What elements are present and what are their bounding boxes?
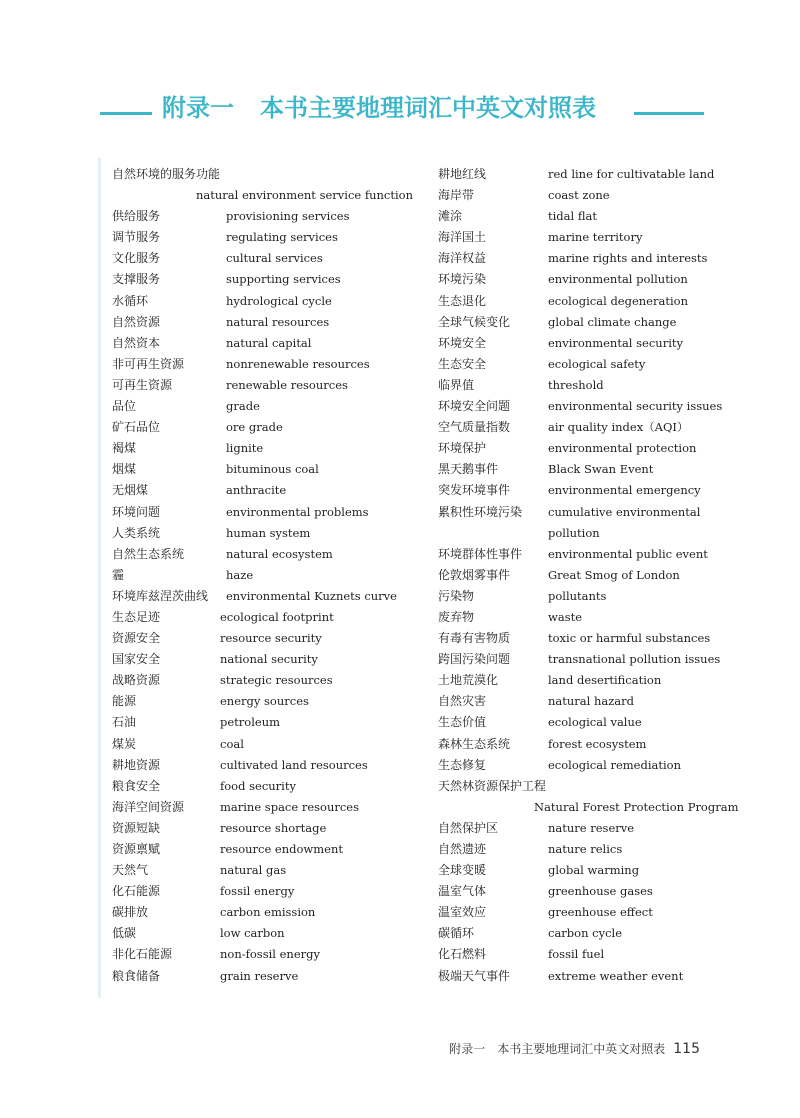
term-english: carbon emission — [220, 905, 316, 920]
term-chinese: 化石燃料 — [438, 947, 487, 962]
glossary-entry — [438, 586, 738, 607]
footer-part: 附录一 — [449, 1042, 486, 1056]
glossary-entry — [112, 354, 422, 375]
term-chinese: 可再生资源 — [112, 377, 173, 392]
term-chinese: 环境保护 — [438, 441, 487, 456]
term-english: waste — [548, 609, 583, 624]
term-english: ecological degeneration — [548, 293, 688, 308]
term-chinese: 跨国污染问题 — [438, 652, 511, 667]
term-english: tidal flat — [548, 209, 597, 224]
glossary-entry — [112, 839, 422, 860]
term-english: red line for cultivatable land — [548, 167, 715, 181]
term-chinese: 耕地资源 — [112, 757, 161, 772]
term-english: coal — [220, 736, 244, 751]
term-chinese: 粮食储备 — [112, 968, 161, 983]
glossary-entry — [438, 776, 738, 797]
term-english: toxic or harmful substances — [548, 631, 711, 646]
glossary-entry — [112, 776, 422, 797]
term-chinese: 自然资源 — [112, 314, 161, 329]
glossary-entry — [112, 248, 422, 269]
term-chinese: 天然林资源保护工程 — [438, 778, 547, 793]
term-chinese: 无烟煤 — [112, 483, 149, 498]
glossary-entry — [438, 691, 738, 712]
glossary-entry — [438, 712, 738, 733]
term-english: Natural Forest Protection Program — [534, 799, 739, 814]
glossary-entry — [438, 502, 738, 523]
term-chinese: 天然气 — [112, 863, 149, 878]
glossary-entry — [438, 544, 738, 565]
term-chinese: 矿石品位 — [112, 420, 161, 435]
term-chinese: 滩涂 — [438, 209, 463, 224]
term-english: petroleum — [220, 715, 281, 730]
glossary-entry — [438, 881, 738, 902]
term-chinese: 供给服务 — [112, 209, 161, 224]
term-english: fossil fuel — [548, 947, 605, 962]
term-english: cultivated land resources — [220, 757, 368, 772]
glossary-entry — [112, 755, 422, 776]
term-english: lignite — [226, 441, 264, 456]
term-english: grade — [226, 399, 260, 414]
term-chinese: 环境安全问题 — [438, 399, 511, 414]
term-english: provisioning services — [226, 209, 350, 224]
glossary-entry — [112, 818, 422, 839]
term-chinese: 碳排放 — [112, 905, 149, 920]
glossary-entry — [438, 206, 738, 227]
term-chinese: 能源 — [112, 694, 137, 709]
term-chinese: 海洋权益 — [438, 251, 487, 266]
glossary-entry — [112, 312, 422, 333]
glossary-entry — [112, 881, 422, 902]
term-chinese: 自然资本 — [112, 335, 161, 350]
glossary-entry — [112, 375, 422, 396]
term-english: transnational pollution issues — [548, 652, 721, 667]
glossary-left-column — [112, 164, 422, 987]
page-number: 115 — [673, 1041, 700, 1057]
term-chinese: 资源安全 — [112, 631, 161, 646]
term-english: greenhouse gases — [548, 884, 653, 899]
glossary-entry — [112, 438, 422, 459]
term-english: extreme weather event — [548, 968, 684, 983]
glossary-entry — [438, 333, 738, 354]
glossary-entry — [438, 923, 738, 944]
glossary-entry — [112, 269, 422, 290]
glossary-entry — [438, 438, 738, 459]
term-chinese: 环境群体性事件 — [438, 546, 523, 561]
glossary-entry — [438, 291, 738, 312]
glossary-entry — [438, 227, 738, 248]
term-chinese: 自然保护区 — [438, 820, 499, 835]
glossary-entry — [112, 206, 422, 227]
term-chinese: 临界值 — [438, 377, 475, 392]
glossary-entry — [112, 628, 422, 649]
glossary-entry — [438, 164, 738, 185]
glossary-entry — [112, 902, 422, 923]
term-chinese: 温室气体 — [438, 884, 487, 899]
term-english: natural resources — [226, 314, 330, 329]
glossary-entry — [438, 797, 738, 818]
term-chinese: 海洋国土 — [438, 230, 487, 245]
term-english: marine territory — [548, 230, 643, 245]
term-english: human system — [226, 525, 311, 540]
glossary-entry — [438, 860, 738, 881]
term-chinese: 生态价值 — [438, 715, 487, 730]
glossary-entry — [112, 185, 422, 206]
term-chinese: 烟煤 — [112, 462, 137, 477]
term-chinese: 全球变暖 — [438, 863, 487, 878]
term-english: regulating services — [226, 230, 338, 245]
term-english: marine space resources — [220, 799, 360, 814]
glossary-entry — [112, 734, 422, 755]
term-english: nonrenewable resources — [226, 356, 370, 371]
glossary-entry — [112, 417, 422, 438]
term-chinese: 自然灾害 — [438, 694, 487, 709]
term-chinese: 累积性环境污染 — [438, 504, 523, 519]
glossary-entry — [112, 227, 422, 248]
term-english: resource shortage — [220, 820, 327, 835]
term-english: coast zone — [548, 188, 610, 203]
glossary-entry — [112, 480, 422, 501]
glossary-entry — [112, 797, 422, 818]
term-chinese: 空气质量指数 — [438, 420, 511, 435]
title-main: 本书主要地理词汇中英文对照表 — [260, 94, 596, 122]
term-english: environmental security — [548, 335, 683, 350]
term-english: renewable resources — [226, 377, 348, 392]
term-english: national security — [220, 652, 318, 667]
glossary-entry — [438, 734, 738, 755]
term-english: hydrological cycle — [226, 293, 332, 308]
title-rule-right — [634, 112, 704, 115]
term-english: strategic resources — [220, 673, 333, 688]
term-chinese: 调节服务 — [112, 230, 161, 245]
term-english: haze — [226, 567, 254, 582]
term-english: natural environment service function — [196, 188, 414, 203]
term-english: environmental pollution — [548, 272, 688, 287]
term-english: pollution — [548, 525, 600, 540]
term-english: environmental security issues — [548, 399, 723, 414]
term-english: ore grade — [226, 420, 283, 435]
glossary-entry — [438, 944, 738, 965]
glossary-entry — [112, 712, 422, 733]
term-chinese: 资源短缺 — [112, 820, 161, 835]
term-chinese: 耕地红线 — [438, 167, 487, 181]
glossary-entry — [112, 670, 422, 691]
term-english: ecological value — [548, 715, 642, 730]
term-english: threshold — [548, 377, 604, 392]
glossary-entry — [112, 523, 422, 544]
term-english: Great Smog of London — [548, 567, 680, 582]
glossary-entry — [112, 944, 422, 965]
term-chinese: 资源禀赋 — [112, 842, 161, 856]
term-chinese: 环境问题 — [112, 504, 161, 519]
term-english: anthracite — [226, 483, 287, 498]
term-chinese: 自然遗迹 — [438, 842, 487, 856]
glossary-entry — [438, 375, 738, 396]
glossary-entry — [112, 649, 422, 670]
term-english: environmental problems — [226, 504, 369, 519]
term-english: natural capital — [226, 335, 312, 350]
glossary-entry — [438, 818, 738, 839]
term-chinese: 自然生态系统 — [112, 546, 185, 561]
glossary-entry — [438, 649, 738, 670]
term-chinese: 生态修复 — [438, 757, 487, 772]
glossary-entry — [438, 839, 738, 860]
term-chinese: 低碳 — [112, 926, 137, 941]
term-chinese: 水循环 — [112, 293, 149, 308]
glossary-entry — [438, 523, 738, 544]
term-chinese: 碳循环 — [438, 926, 475, 941]
term-english: supporting services — [226, 272, 341, 287]
term-english: marine rights and interests — [548, 251, 708, 266]
term-english: global warming — [548, 863, 640, 878]
glossary-entry — [438, 417, 738, 438]
page-title — [100, 88, 704, 128]
glossary-entry — [112, 691, 422, 712]
glossary-entry — [438, 966, 738, 987]
term-chinese: 战略资源 — [112, 673, 161, 688]
title-text — [162, 88, 596, 128]
term-english: global climate change — [548, 314, 677, 329]
term-english: Black Swan Event — [548, 462, 654, 477]
side-decoration-bar — [98, 158, 101, 998]
term-chinese: 化石能源 — [112, 884, 161, 899]
term-chinese: 环境污染 — [438, 272, 487, 287]
glossary-entry — [112, 544, 422, 565]
term-english: land desertification — [548, 673, 662, 688]
glossary-entry — [438, 248, 738, 269]
term-chinese: 环境库兹涅茨曲线 — [112, 588, 209, 603]
glossary-entry — [438, 902, 738, 923]
term-english: air quality index（AQI） — [548, 420, 689, 435]
term-english: food security — [220, 778, 296, 793]
term-chinese: 非可再生资源 — [112, 356, 185, 371]
glossary-entry — [112, 565, 422, 586]
glossary-entry — [112, 396, 422, 417]
page-footer — [449, 1040, 700, 1057]
term-english: environmental protection — [548, 441, 697, 456]
term-english: forest ecosystem — [548, 736, 647, 751]
term-chinese: 生态足迹 — [112, 609, 161, 624]
term-english: resource security — [220, 631, 322, 646]
term-english: natural hazard — [548, 694, 635, 709]
glossary-entry — [112, 459, 422, 480]
glossary-entry — [438, 565, 738, 586]
term-chinese: 环境安全 — [438, 335, 487, 350]
glossary-entry — [438, 269, 738, 290]
term-english: grain reserve — [220, 968, 299, 983]
term-chinese: 森林生态系统 — [438, 736, 511, 751]
glossary-entry — [438, 607, 738, 628]
glossary-entry — [438, 185, 738, 206]
term-chinese: 生态安全 — [438, 356, 487, 371]
glossary-entry — [112, 333, 422, 354]
term-chinese: 霾 — [112, 567, 125, 582]
term-english: natural gas — [220, 863, 287, 878]
term-english: environmental emergency — [548, 483, 701, 498]
title-rule-left — [100, 112, 152, 115]
term-english: ecological safety — [548, 356, 646, 371]
term-chinese: 品位 — [112, 399, 137, 414]
term-chinese: 废弃物 — [438, 609, 475, 624]
glossary-entry — [438, 628, 738, 649]
glossary-entry — [438, 670, 738, 691]
term-chinese: 支撑服务 — [112, 272, 161, 287]
term-chinese: 褐煤 — [112, 441, 137, 456]
glossary-entry — [112, 966, 422, 987]
term-english: bituminous coal — [226, 462, 319, 477]
term-english: natural ecosystem — [226, 546, 333, 561]
term-chinese: 土地荒漠化 — [438, 673, 499, 688]
term-english: environmental Kuznets curve — [226, 588, 397, 603]
glossary-entry — [438, 459, 738, 480]
term-english: non-fossil energy — [220, 947, 320, 962]
glossary-entry — [112, 860, 422, 881]
glossary-entry — [112, 923, 422, 944]
glossary-entry — [112, 164, 422, 185]
glossary-entry — [438, 312, 738, 333]
glossary-entry — [112, 291, 422, 312]
term-chinese: 人类系统 — [112, 525, 161, 540]
term-chinese: 生态退化 — [438, 293, 487, 308]
term-english: nature relics — [548, 842, 623, 856]
term-english: pollutants — [548, 588, 607, 603]
term-english: cultural services — [226, 251, 323, 266]
glossary-entry — [112, 502, 422, 523]
term-english: low carbon — [220, 926, 285, 941]
term-english: ecological remediation — [548, 757, 681, 772]
term-english: energy sources — [220, 694, 309, 709]
term-chinese: 非化石能源 — [112, 947, 173, 962]
glossary-entry — [112, 586, 422, 607]
term-english: ecological footprint — [220, 609, 334, 624]
term-chinese: 海洋空间资源 — [112, 799, 185, 814]
glossary-entry — [112, 607, 422, 628]
glossary-entry — [438, 354, 738, 375]
glossary-entry — [438, 480, 738, 501]
term-english: cumulative environmental — [548, 504, 701, 519]
footer-title: 本书主要地理词汇中英文对照表 — [497, 1042, 666, 1056]
term-chinese: 温室效应 — [438, 905, 487, 920]
term-chinese: 粮食安全 — [112, 778, 161, 793]
term-chinese: 伦敦烟雾事件 — [438, 567, 511, 582]
term-chinese: 自然环境的服务功能 — [112, 167, 221, 181]
term-english: resource endowment — [220, 842, 344, 856]
term-chinese: 突发环境事件 — [438, 483, 511, 498]
term-chinese: 极端天气事件 — [438, 968, 511, 983]
term-chinese: 海岸带 — [438, 188, 475, 203]
term-chinese: 文化服务 — [112, 251, 161, 266]
term-chinese: 黑天鹅事件 — [438, 462, 499, 477]
term-english: carbon cycle — [548, 926, 623, 941]
glossary-entry — [438, 396, 738, 417]
term-english: greenhouse effect — [548, 905, 653, 920]
term-english: fossil energy — [220, 884, 295, 899]
term-english: environmental public event — [548, 546, 708, 561]
term-english: nature reserve — [548, 820, 635, 835]
glossary-right-column — [438, 164, 738, 987]
term-chinese: 石油 — [112, 715, 137, 730]
term-chinese: 有毒有害物质 — [438, 631, 511, 646]
term-chinese: 国家安全 — [112, 652, 161, 667]
term-chinese: 煤炭 — [112, 736, 137, 751]
title-part: 附录一 — [162, 94, 234, 122]
term-chinese: 全球气候变化 — [438, 314, 511, 329]
glossary-entry — [438, 755, 738, 776]
term-chinese: 污染物 — [438, 588, 475, 603]
